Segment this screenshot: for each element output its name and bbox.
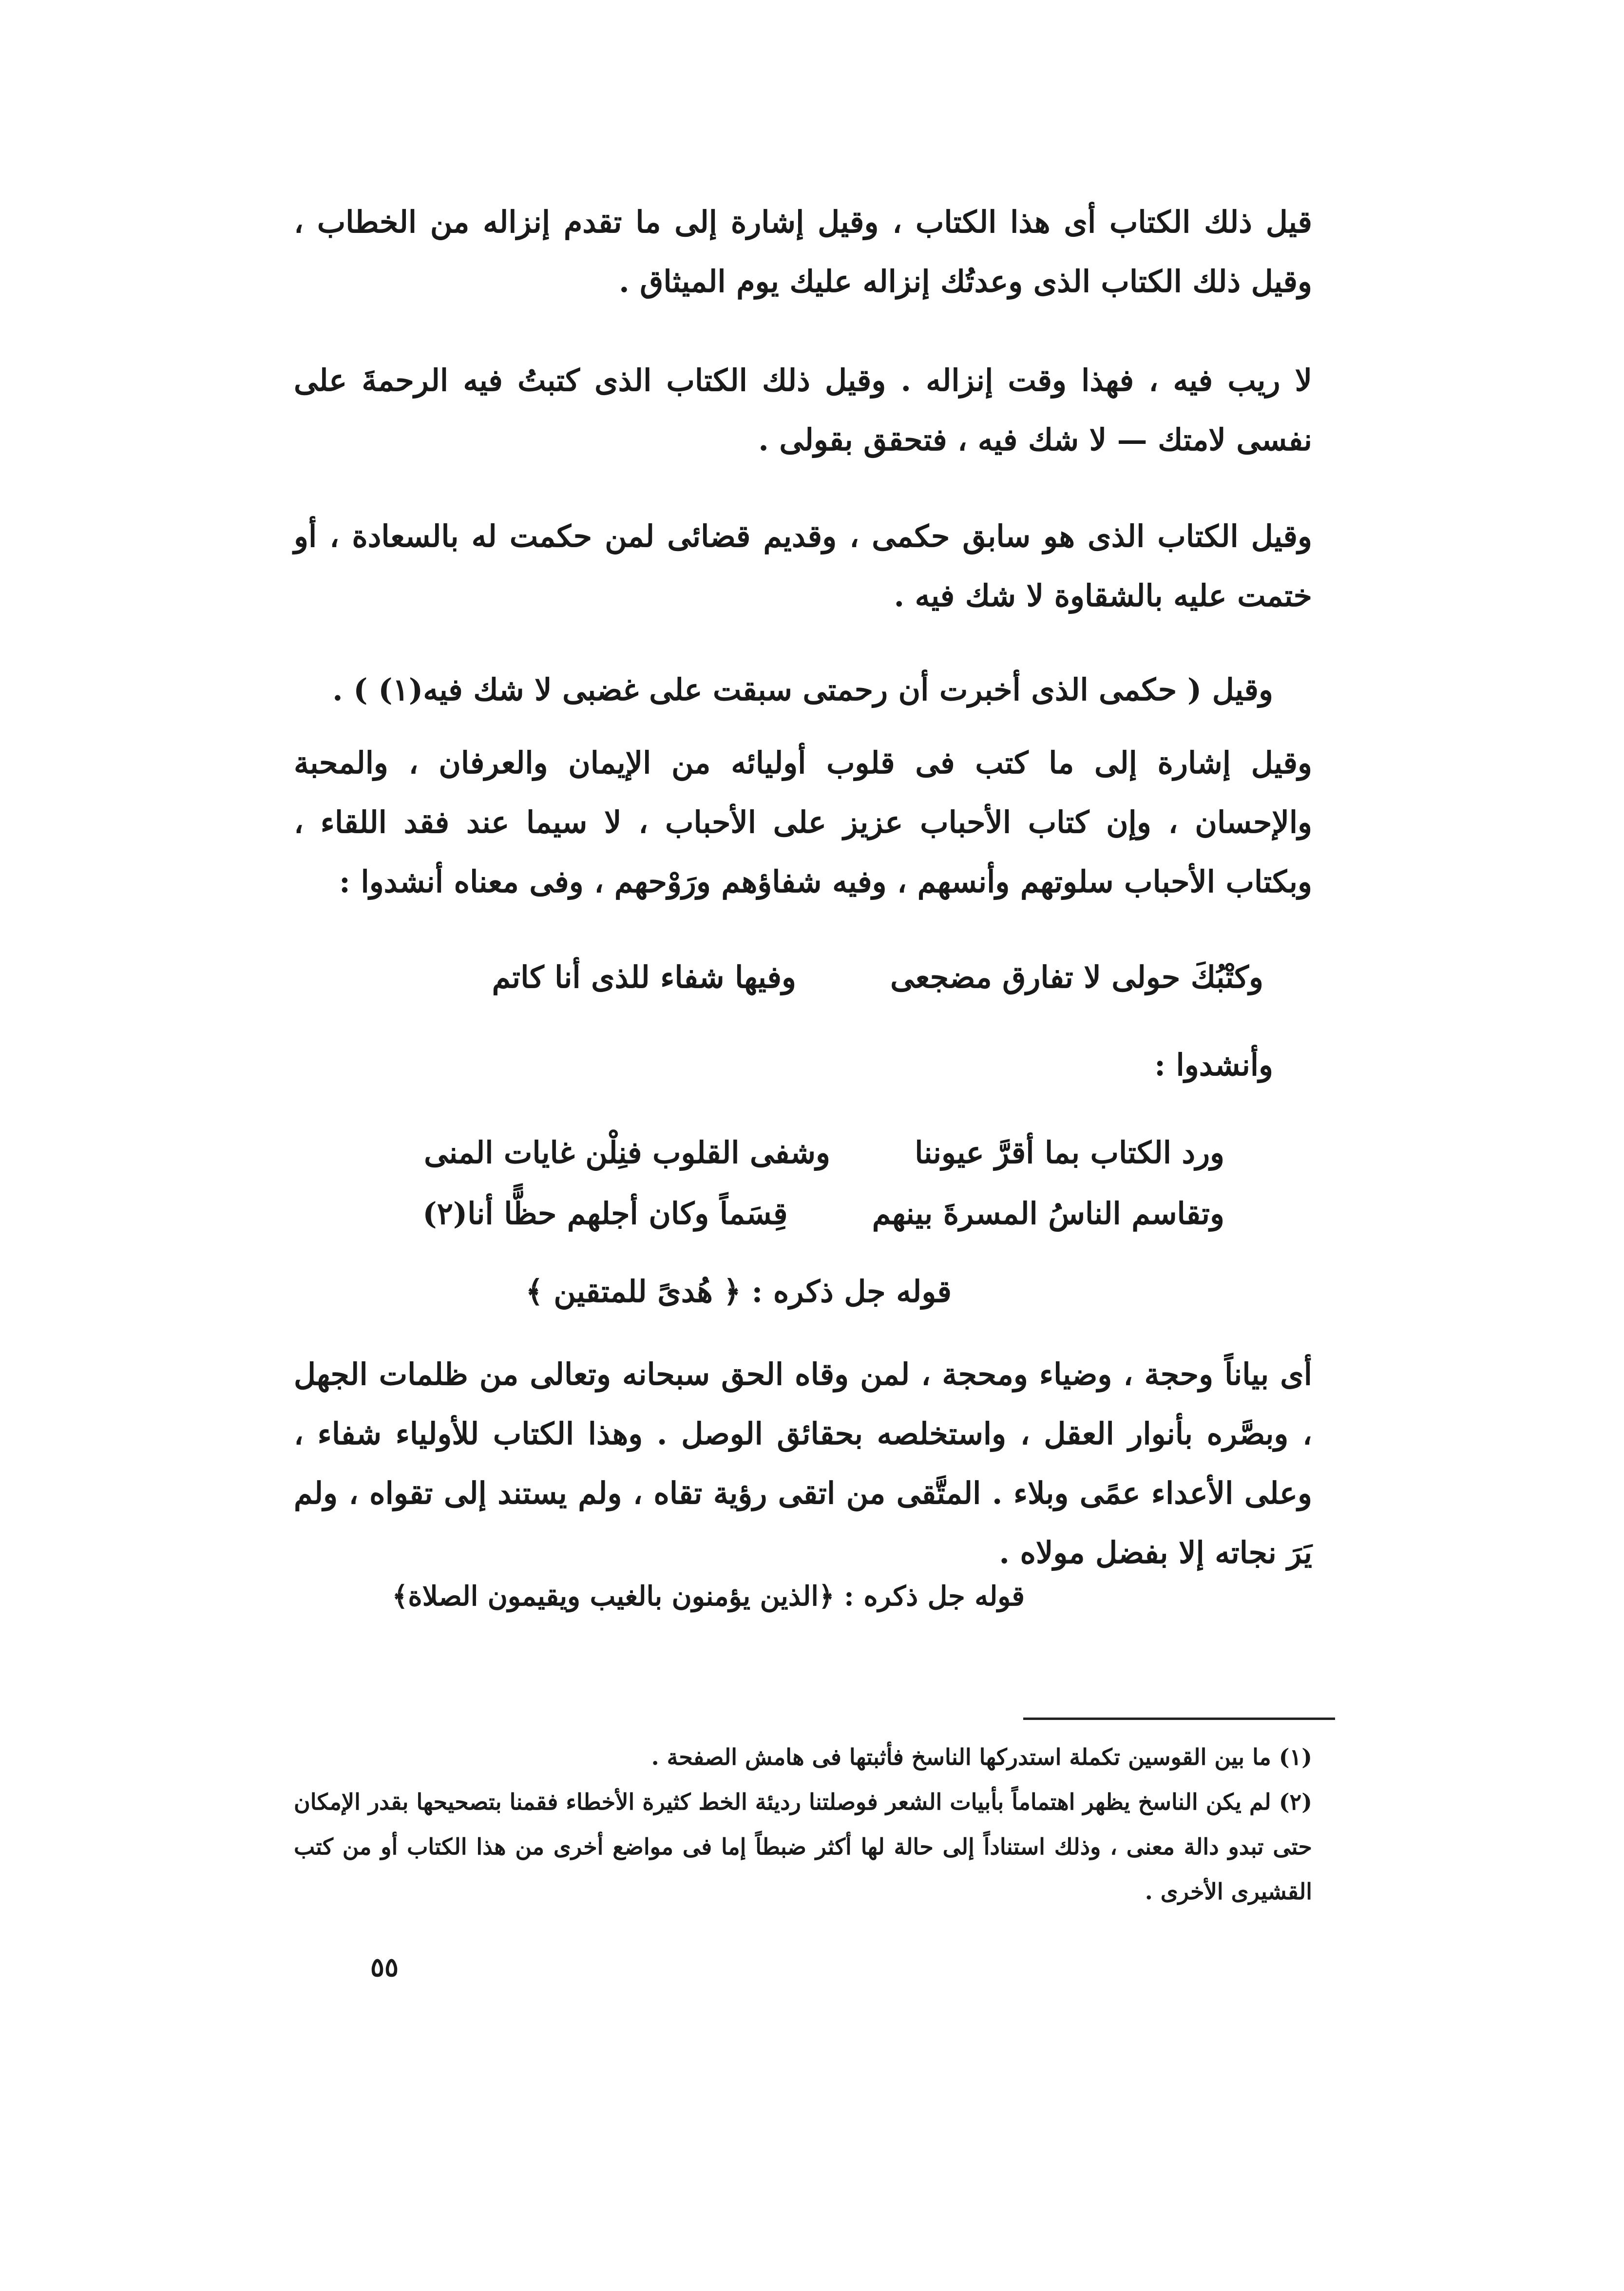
verse-2-line-1-second: وشفى القلوب فنِلْن غايات المنى: [424, 1135, 830, 1170]
verse-1-second-hemistich: وفيها شفاء للذى أنا كاتم: [492, 959, 796, 995]
page-number: ٥٥: [370, 1951, 399, 1983]
footnotes: [294, 1735, 1312, 1914]
footnote-divider: [1023, 1718, 1335, 1720]
paragraph-after-heading: أى بياناً وحجة ، وضياء ومحجة ، لمن وقاه الحق سبحانه وتعالى من ظلمات الجهل ، وبصَّره بأنوار العقل ، واستخلصه بحقائق الوصل . وهذا الكتاب للأولياء شفاء ، وعلى الأعداء عمًى وبلاء . المتَّقى من اتقى رؤية تقاه ، ولم يستند إلى تقواه ، ولم يَرَ نجاته إلا بفضل مولاه .: [294, 1356, 1312, 1570]
footnote-2: (٢) لم يكن الناسخ يظهر اهتماماً بأبيات الشعر فوصلتنا رديئة الخط كثيرة الأخطاء فقمنا بتصحيحها بقدر الإمكان حتى تبدو دالة معنى ، وذلك استناداً إلى حالة لها أكثر ضبطاً إما فى مواضع أخرى من هذا الكتاب أو من كتب القشيرى الأخرى .: [294, 1789, 1312, 1905]
verse-2-line-2: [422, 1184, 1224, 1243]
verse-2-line-1: [424, 1123, 1224, 1183]
verse-2-line-2-first: وتقاسم الناسُ المسرةَ بينهم: [872, 1196, 1224, 1231]
paragraph-5: وقيل إشارة إلى ما كتب فى قلوب أوليائه من الإيمان والعرفان ، والمحبة والإحسان ، وإن كتاب الأحباب عزيز على الأحباب ، لا سيما عند فقد اللقاء ، وبكتاب الأحباب سلوتهم وأنسهم ، وفيه شفاؤهم ورَوْحهم ، وفى معناه أنشدوا :: [294, 745, 1312, 899]
paragraph-4: وقيل ( حكمى الذى أخبرت أن رحمتى سبقت على غضبى لا شك فيه(١) ) .: [332, 672, 1273, 707]
quran-heading-2: قوله جل ذكره : ﴿الذين يؤمنون بالغيب ويقيمون الصلاة﴾: [392, 1580, 1025, 1612]
paragraph-2: لا ريب فيه ، فهذا وقت إنزاله . وقيل ذلك الكتاب الذى كتبتُ فيه الرحمةَ على نفسى لامتك — لا شك فيه ، فتحقق بقولى .: [294, 363, 1312, 458]
verse-2-line-1-first: ورد الكتاب بما أقرَّ عيوننا: [915, 1135, 1224, 1170]
verse-1-first-hemistich: وكتْبُكَ حولى لا تفارق مضجعى: [890, 959, 1263, 995]
verse-1: [492, 948, 1263, 1007]
verse-2-line-2-second: قِسَماً وكان أجلهم حظًّا أنا(٢): [422, 1196, 788, 1231]
recited-intro: وأنشدوا :: [1154, 1047, 1273, 1083]
paragraph-3: وقيل الكتاب الذى هو سابق حكمى ، وقديم قضائى لمن حكمت له بالسعادة ، أو ختمت عليه بالشقاوة لا شك فيه .: [294, 518, 1312, 613]
footnote-1: (١) ما بين القوسين تكملة استدركها الناسخ فأثبتها فى هامش الصفحة .: [651, 1744, 1312, 1770]
paragraph-1: قيل ذلك الكتاب أى هذا الكتاب ، وقيل إشارة إلى ما تقدم إنزاله من الخطاب ، وقيل ذلك الكتاب الذى وعدتُك إنزاله عليك يوم الميثاق .: [294, 204, 1312, 299]
quran-heading-1: قوله جل ذكره : ﴿ هُدىً للمتقين ﴾: [525, 1274, 952, 1309]
